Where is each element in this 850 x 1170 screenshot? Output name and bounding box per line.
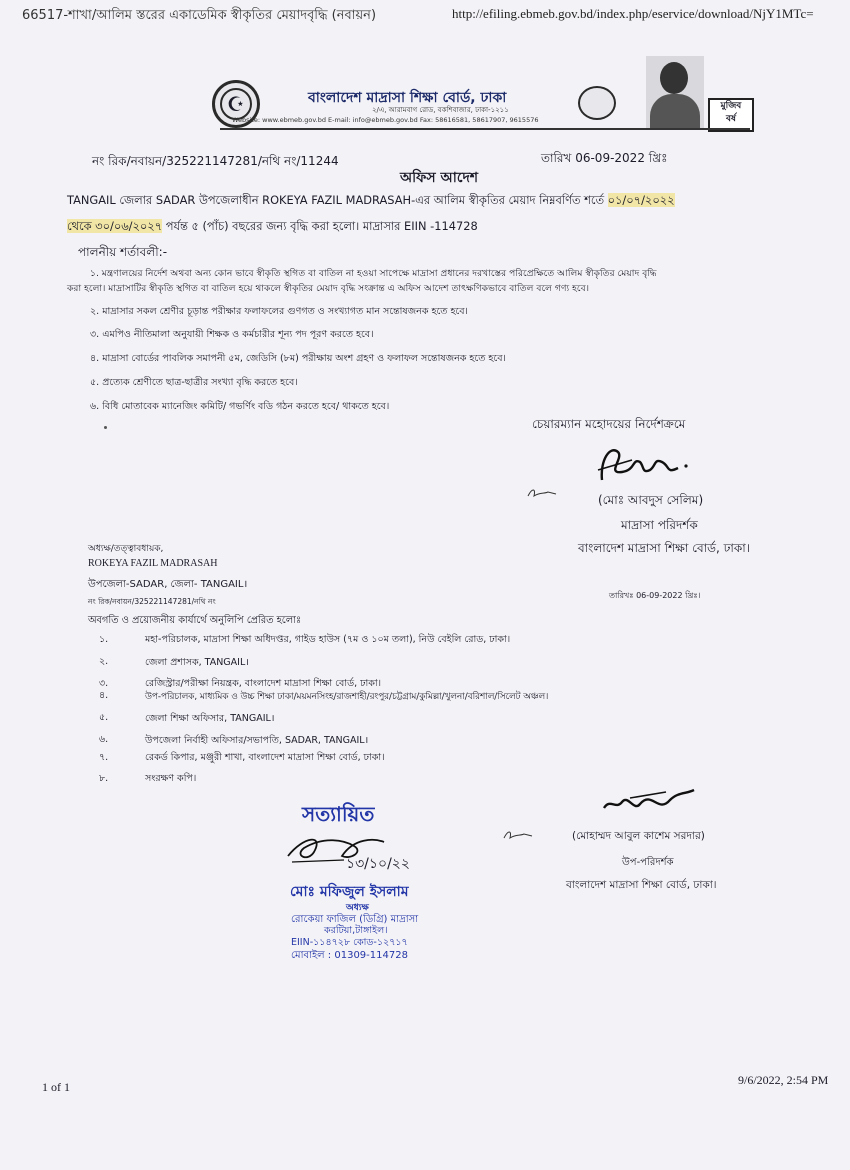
condition-item: ১. মন্ত্রণালয়ের নির্দেশ অথবা অন্য কোন ভাবে স্বীকৃতি স্থগিত বা বাতিল না হওয়া সাপেক্ষে মাদ্রাসা প্রধানের দরখাস্তের পরিপ্রেক্ষিতে আলিম স্বীকৃতির মেয়াদ বৃদ্ধি [90,268,657,279]
board-name: বাংলাদেশ মাদ্রাসা শিক্ষা বোর্ড, ঢাকা [308,90,507,106]
board-address: ২/এ, আরামবাগ রোড, বকশিবাজার, ঢাকা-১২১১ [372,106,509,114]
distribution-num: ৩. [99,678,109,689]
board-seal-icon: ☪ [212,80,260,128]
stamp-institution: রোকেয়া ফাজিল (ডিগ্রি) মাদ্রাসা [291,914,419,925]
distribution-item: উপজেলা নির্বাহী অফিসার/সভাপতি, SADAR, TANGAIL। [145,735,369,746]
recipient-date: তারিখঃ 06-09-2022 খ্রিঃ। [609,591,701,600]
stamp-codes: EIIN-১১৪৭২৮ কোড-১২৭১৭ [291,937,408,948]
order-line-1-text: TANGAIL জেলার SADAR উপজেলাধীন ROKEYA FAZIL MADRASAH-এর আলিম স্বীকৃতির মেয়াদ নিম্নবর্ণিত শর্তে [67,193,608,207]
distribution-num: ৭. [99,752,109,763]
page-number: 1 of 1 [42,1080,70,1094]
order-date: তারিখ 06-09-2022 খ্রিঃ [541,151,668,165]
mujib-borsho-logo: মুজিব বর্ষ [708,98,754,132]
signatory-1-name: (মোঃ আবদুস সেলিম) [598,493,704,507]
portrait-image [646,56,704,128]
distribution-item: জেলা শিক্ষা অফিসার, TANGAIL। [145,713,275,724]
recipient-location: উপজেলা-SADAR, জেলা- TANGAIL। [88,579,248,590]
highlighted-start-date: ০১/০৭/২০২২ [607,193,675,207]
attested-stamp: সত্যায়িত [302,802,375,826]
signature-1 [592,440,692,490]
recipient-to: অধ্যক্ষ/তত্ত্বাবধায়ক, [88,544,164,554]
highlighted-end-date: থেকে ৩০/০৬/২০২৭ [67,219,163,233]
distribution-heading: অবগতি ও প্রয়োজনীয় কার্যার্থে অনুলিপি প্রেরিত হলোঃ [88,615,302,626]
condition-item: ৫. প্রত্যেক শ্রেণীতে ছাত্র-ছাত্রীর সংখ্যা বৃদ্ধি করতে হবে। [90,377,298,388]
conditions-heading: পালনীয় শর্তাবলী:- [78,245,168,259]
stamp-place: করটিয়া,টাঙ্গাইল। [324,925,388,936]
reference-number: নং রিক/নবায়ন/325221147281/নথি নং/11244 [92,154,339,168]
page-title: অফিস আদেশ [400,170,479,186]
signatory-2-org: বাংলাদেশ মাদ্রাসা শিক্ষা বোর্ড, ঢাকা। [566,879,717,891]
order-line-2-text: পর্যন্ত ৫ (পাঁচ) বছরের জন্য বৃদ্ধি করা হলো। মাদ্রাসার EIIN -114728 [162,219,478,233]
condition-item: ৪. মাদ্রাসা বোর্ডের পাবলিক সমাপনী ৫ম, জেডিসি (৮ম) পরীক্ষায় অংশ গ্রহণ ও ফলাফল সন্তোষজনক হতে হবে। [90,353,506,364]
condition-item: ৩. এমপিও নীতিমালা অনুযায়ী শিক্ষক ও কর্মচারীর শূন্য পদ পূরণ করতে হবে। [90,329,374,340]
distribution-item: মহা-পরিচালক, মাদ্রাসা শিক্ষা অধিদপ্তর, গাইড হাউস (৭ম ও ১০ম তলা), নিউ বেইলি রোড, ঢাকা। [145,634,511,645]
signatory-2-name: (মোহাম্মদ আবুল কাশেম সরদার) [572,830,705,842]
initial-mark-1 [526,486,558,500]
distribution-item: উপ-পরিচালক, মাধ্যমিক ও উচ্চ শিক্ষা ঢাকা/ময়মনসিংহ/রাজশাহী/রংপুর/চট্টগ্রাম/কুমিল্লা/খুলনা/বরিশাল/সিলেট অঞ্চল। [145,692,549,702]
condition-item: ৬. বিধি মোতাবেক ম্যানেজিং কমিটি/ গভর্ণিং বডি গঠন করতে হবে/ থাকতে হবে। [90,401,390,412]
distribution-num: ৮. [99,773,109,784]
condition-item: ২. মাদ্রাসার সকল শ্রেণীর চূড়ান্ত পরীক্ষার ফলাফলের গুণগত ও সংখ্যাগত মান সন্তোষজনক হতে হবে। [90,306,468,317]
order-line-1 [67,192,675,211]
letterhead-divider [220,128,750,130]
initial-mark-2 [502,828,534,842]
distribution-item: সংরক্ষণ কপি। [145,773,197,784]
distribution-num: ২. [99,656,109,667]
signatory-2-designation: উপ-পরিদর্শক [622,857,674,868]
distribution-item: জেলা প্রশাসক, TANGAIL। [145,657,249,668]
stamp-title: অধ্যক্ষ [346,903,369,913]
attestation-date: ১৩/১০/২২ [346,856,411,872]
by-order-line: চেয়ারম্যান মহোদয়ের নির্দেশক্রমে [532,417,686,431]
recipient-ref: নং রিক/নবায়ন/325221147281/নথি নং [88,597,216,606]
stamp-name: মোঃ মফিজুল ইসলাম [290,884,409,900]
browser-print-title: 66517-শাখা/আলিম স্তরের একাডেমিক স্বীকৃতির মেয়াদবৃদ্ধি (নবায়ন) [22,8,377,23]
condition-item: করা হলো। মাদ্রাসাটির স্বীকৃতি স্থগিত বা বাতিল হয়ে থাকলে স্বীকৃতির মেয়াদ বৃদ্ধি সংক্রান্ত এ অফিস আদেশ তাৎক্ষণিকভাবে বাতিল বলে গণ্য হবে। [67,283,590,294]
distribution-num: ৫. [99,712,109,723]
signature-2 [600,784,700,824]
distribution-item: রেকর্ড কিপার, মঞ্জুরী শাখা, বাংলাদেশ মাদ্রাসা শিক্ষা বোর্ড, ঢাকা। [145,752,385,763]
browser-print-url: http://efiling.ebmeb.gov.bd/index.php/eservice/download/NjY1MTc= [452,6,814,21]
stamp-mobile: মোবাইল : 01309-114728 [291,950,408,961]
distribution-num: ১. [99,634,109,645]
order-line-2 [67,218,478,237]
emblem-icon [578,86,616,120]
distribution-item: রেজিস্ট্রার/পরীক্ষা নিয়ন্ত্রক, বাংলাদেশ মাদ্রাসা শিক্ষা বোর্ড, ঢাকা। [145,678,382,689]
recipient-madrasah: ROKEYA FAZIL MADRASAH [88,558,218,569]
signatory-1-org: বাংলাদেশ মাদ্রাসা শিক্ষা বোর্ড, ঢাকা। [578,541,751,555]
speck [104,426,107,429]
print-timestamp: 9/6/2022, 2:54 PM [738,1073,829,1087]
signatory-1-designation: মাদ্রাসা পরিদর্শক [621,518,698,532]
board-contact: Website: www.ebmeb.gov.bd E-mail: info@ebmeb.gov.bd Fax: 58616581, 58617907, 9615576 [232,116,539,124]
distribution-num: ৬. [99,734,109,745]
distribution-num: ৪. [99,690,109,701]
